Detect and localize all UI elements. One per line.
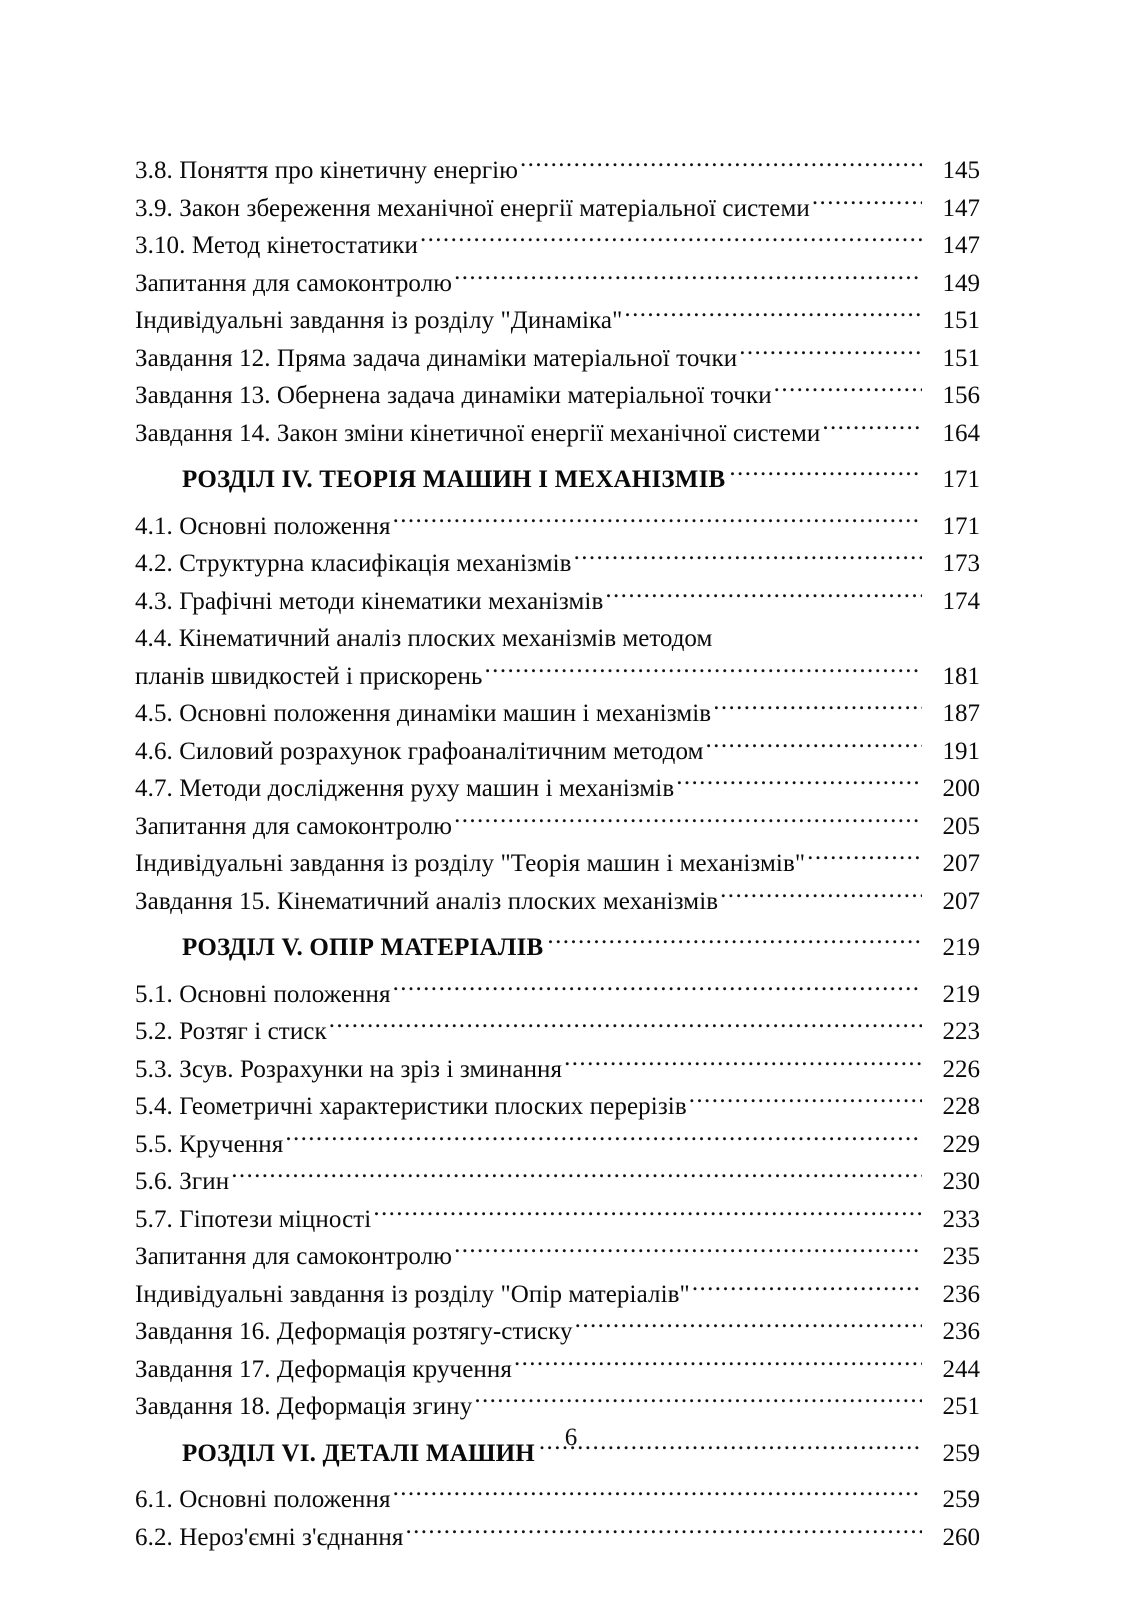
toc-entry-title: 4.7. Методи дослідження руху машин і механізмів (135, 775, 675, 802)
toc-page-number: 219 (942, 980, 980, 1008)
dot-leader (420, 228, 922, 253)
toc-page-number: 259 (942, 1486, 980, 1513)
dot-leader (373, 1202, 922, 1227)
toc-entry-title: 4.2. Структурна класифікація механізмів (135, 550, 572, 577)
dot-leader (393, 1482, 922, 1507)
toc-page-number: 173 (942, 550, 980, 577)
toc-entry-row[interactable] (135, 1313, 980, 1351)
toc-entry-row[interactable] (135, 508, 980, 546)
toc-entry-title: Індивідуальні завдання із розділу "Теорія машин і механізмів" (135, 850, 806, 877)
toc-entry-row[interactable] (135, 1163, 980, 1201)
toc-page-number: 151 (942, 344, 980, 372)
dot-leader (729, 462, 922, 487)
toc-page-number: 151 (942, 307, 980, 334)
dot-leader (720, 884, 922, 909)
toc-page-number: 181 (942, 662, 980, 690)
dot-leader (574, 546, 922, 571)
toc-page-number: 236 (942, 1280, 980, 1308)
toc-entry-row[interactable] (135, 883, 980, 921)
toc-entry-row[interactable] (135, 1013, 980, 1051)
toc-page-number: 233 (942, 1205, 980, 1233)
toc-entry-title: 6.1. Основні положення (135, 1486, 391, 1513)
toc-page-number: 171 (942, 466, 980, 493)
toc-entry-title: 5.6. Згин (135, 1168, 230, 1195)
dot-leader (812, 191, 922, 216)
dot-leader (575, 1314, 922, 1339)
dot-leader (474, 1389, 922, 1414)
toc-page-number: 205 (942, 812, 980, 840)
toc-section-title: РОЗДІЛ V. ОПІР МАТЕРІАЛІВ (182, 934, 544, 961)
toc-entry-row[interactable] (135, 1238, 980, 1276)
toc-entry-row[interactable] (135, 1276, 980, 1314)
toc-entry-row[interactable] (135, 227, 980, 265)
toc-entry-title: Завдання 17. Деформація кручення (135, 1355, 512, 1383)
toc-section-row[interactable] (135, 929, 980, 967)
toc-entry-row[interactable] (135, 658, 980, 696)
toc-entry-row[interactable] (135, 770, 980, 808)
toc-page-number: 149 (942, 269, 980, 297)
dot-leader (285, 1127, 922, 1152)
dot-leader (231, 1164, 922, 1189)
toc-page-number: 235 (942, 1243, 980, 1270)
toc-entry-title: 5.2. Розтяг і стиск (135, 1018, 327, 1045)
dot-leader (485, 659, 922, 684)
dot-leader (774, 378, 922, 403)
toc-page-number: 145 (942, 157, 980, 184)
dot-leader (624, 303, 922, 328)
toc-entry-row[interactable] (135, 1481, 980, 1519)
toc-entry-row[interactable] (135, 583, 980, 621)
toc-entry-line-continued[interactable]: 4.4. Кінематичний аналіз плоских механізмів методом (135, 625, 713, 652)
toc-entry-row[interactable] (135, 695, 980, 733)
dot-leader (393, 977, 922, 1002)
toc-entry-title: 5.3. Зсув. Розрахунки на зріз і зминання (135, 1055, 563, 1083)
toc-section-row[interactable] (135, 461, 980, 499)
toc-entry-title: Запитання для самоконтролю (135, 812, 453, 840)
toc-entry-title: Запитання для самоконтролю (135, 1243, 453, 1270)
toc-entry-title: 5.1. Основні положення (135, 980, 391, 1008)
toc-entry-row[interactable] (135, 1088, 980, 1126)
toc-page-number: 207 (942, 887, 980, 915)
toc-entry-title: 4.1. Основні положення (135, 512, 391, 540)
dot-leader (706, 734, 922, 759)
dot-leader (520, 153, 922, 178)
toc-entry-title: Завдання 18. Деформація згину (135, 1393, 473, 1420)
toc-entry-title: 3.10. Метод кінетостатики (135, 232, 418, 259)
toc-page-number: 259 (942, 1439, 980, 1467)
toc-entry-title: Завдання 16. Деформація розтягу-стиску (135, 1318, 573, 1345)
toc-page-number: 187 (942, 700, 980, 727)
toc-section-title: РОЗДІЛ IV. ТЕОРІЯ МАШИН І МЕХАНІЗМІВ (182, 466, 726, 493)
dot-leader (547, 930, 922, 955)
toc-entry-title: Завдання 14. Закон зміни кінетичної енергії механічної системи (135, 419, 821, 447)
toc-page-number: 251 (942, 1393, 980, 1420)
toc-page-number: 223 (942, 1018, 980, 1045)
toc-entry-row[interactable] (135, 1201, 980, 1239)
dot-leader (689, 1089, 922, 1114)
dot-leader (564, 1052, 922, 1077)
toc-page-number: 200 (942, 775, 980, 802)
toc-page-number: 147 (942, 232, 980, 259)
toc-entry-title: 3.9. Закон збереження механічної енергії матеріальної системи (135, 194, 810, 222)
toc-entry-title: Завдання 13. Обернена задача динаміки матеріальної точки (135, 382, 772, 409)
toc-entry-title: 4.6. Силовий розрахунок графоаналітичним методом (135, 737, 704, 765)
toc-page-number: 147 (942, 194, 980, 222)
toc-entry-title: 4.5. Основні положення динаміки машин і механізмів (135, 700, 712, 727)
toc-page-number: 156 (942, 382, 980, 409)
toc-entry-row[interactable] (135, 1051, 980, 1089)
dot-leader (405, 1520, 922, 1545)
toc-entry-title: 4.3. Графічні методи кінематики механізмів (135, 587, 604, 615)
page-folio: 6 (564, 1424, 578, 1451)
toc-entry-row[interactable] (135, 265, 980, 303)
toc-entry-title: 6.2. Нероз'ємні з'єднання (135, 1523, 404, 1551)
dot-leader (713, 696, 922, 721)
toc-page-number: 226 (942, 1055, 980, 1083)
dot-leader (454, 266, 922, 291)
dot-leader (454, 1239, 922, 1264)
dot-leader (514, 1352, 922, 1377)
toc-page-number: 174 (942, 587, 980, 615)
toc-entry-title: Завдання 12. Пряма задача динаміки матеріальної точки (135, 344, 738, 372)
toc-page-number: 229 (942, 1130, 980, 1158)
toc-entry-row[interactable] (135, 545, 980, 583)
toc-entry-title: Індивідуальні завдання із розділу "Опір матеріалів" (135, 1280, 690, 1308)
toc-entry-row[interactable] (135, 1351, 980, 1389)
dot-leader (692, 1277, 922, 1302)
toc-entry-title: 5.5. Кручення (135, 1130, 284, 1158)
toc-entry-row[interactable] (135, 190, 980, 228)
toc-page-number: 207 (942, 850, 980, 877)
dot-leader (329, 1014, 922, 1039)
toc-page-number: 244 (942, 1355, 980, 1383)
toc-entry-title: 5.4. Геометричні характеристики плоских перерізів (135, 1093, 687, 1120)
toc-entry-title: планів швидкостей і прискорень (135, 662, 483, 690)
toc-entry-title: Індивідуальні завдання із розділу "Динаміка" (135, 307, 623, 334)
toc-entry-row[interactable] (135, 976, 980, 1014)
toc-entry-title: Запитання для самоконтролю (135, 269, 453, 297)
toc-page-number: 228 (942, 1093, 980, 1120)
toc-page-number: 171 (942, 512, 980, 540)
toc-page-number: 230 (942, 1168, 980, 1195)
toc-page-number: 164 (942, 419, 980, 447)
toc-page-number: 260 (942, 1523, 980, 1551)
toc-entry-row[interactable] (135, 152, 980, 190)
toc-entry-row[interactable] (135, 340, 980, 378)
toc-entry-title: 5.7. Гіпотези міцності (135, 1205, 372, 1233)
toc-section-title: РОЗДІЛ VI. ДЕТАЛІ МАШИН (182, 1439, 535, 1467)
toc-entry-row[interactable] (135, 1519, 980, 1557)
toc-entry-row[interactable] (135, 808, 980, 846)
toc-entry-row[interactable] (135, 1126, 980, 1164)
toc-entry-row[interactable] (135, 733, 980, 771)
toc-entry-title: Завдання 15. Кінематичний аналіз плоских механізмів (135, 887, 719, 915)
dot-leader (807, 846, 922, 871)
toc-entry-row[interactable] (135, 302, 980, 340)
toc-entry-title: 3.8. Поняття про кінетичну енергію (135, 157, 519, 184)
toc-entry-row[interactable] (135, 1388, 980, 1426)
dot-leader (393, 509, 922, 534)
toc-page-number: 191 (942, 737, 980, 765)
dot-leader (822, 416, 922, 441)
toc-entry-row[interactable] (135, 377, 980, 415)
toc-page-number: 236 (942, 1318, 980, 1345)
toc-page-number: 219 (942, 934, 980, 961)
dot-leader (739, 341, 922, 366)
toc-entry-row[interactable] (135, 845, 980, 883)
dot-leader (605, 584, 922, 609)
dot-leader (454, 809, 922, 834)
toc-entry-row[interactable] (135, 415, 980, 453)
dot-leader (676, 771, 922, 796)
table-of-contents (135, 152, 980, 1556)
